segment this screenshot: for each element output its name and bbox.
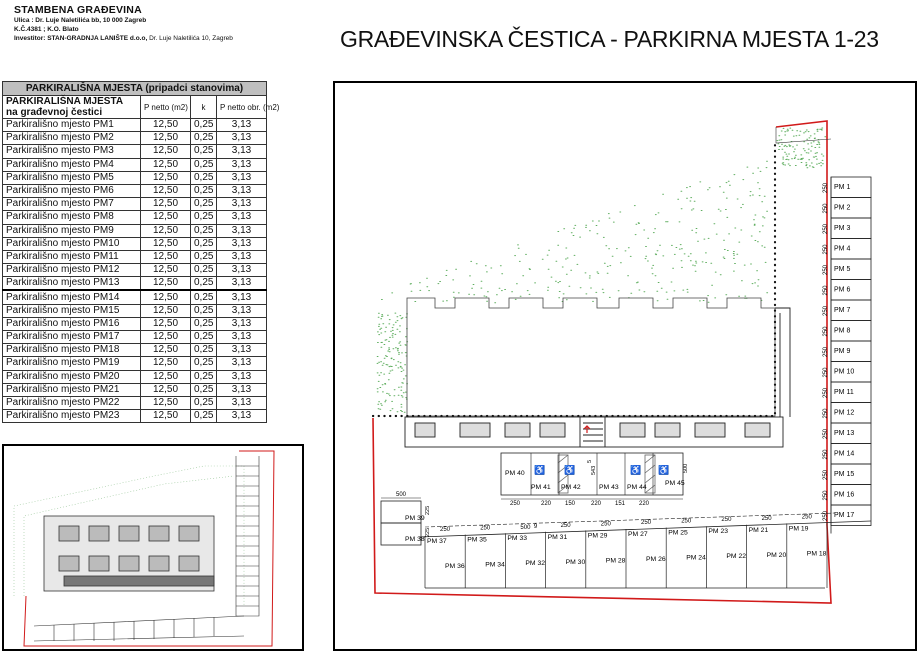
parking-spot-label-lower: PM 36 (445, 563, 465, 570)
cell-p: 12,50 (141, 331, 191, 344)
table-row (3, 145, 267, 158)
col-header-p: P netto (m2) (141, 96, 191, 119)
cell-k: 0,25 (191, 357, 217, 370)
wheelchair-icon: ♿ (630, 465, 642, 475)
vegetation-area (377, 128, 826, 412)
cell-pobr: 3,13 (217, 211, 267, 224)
dimension-label: 250 (823, 408, 829, 419)
dimension-label: 250 (823, 305, 829, 316)
cell-k: 0,25 (191, 171, 217, 184)
overview-drawing (4, 446, 302, 649)
cell-k: 0,25 (191, 264, 217, 277)
table-row (3, 198, 267, 211)
cell-name: Parkirališno mjesto PM15 (3, 304, 141, 317)
table-row (3, 277, 267, 291)
dimension-label-225: 225 (425, 505, 431, 515)
table-row (3, 410, 267, 423)
dimension-label-5: 5 (587, 459, 593, 463)
parking-spot-label-lower: PM 26 (646, 556, 666, 563)
parking-spot-label-upper: PM 25 (668, 529, 688, 537)
parking-spot-label: PM 39 (405, 515, 425, 522)
parking-spot-label: PM 4 (834, 245, 851, 253)
address-line: Ulica : Dr. Luje Naletilića bb, 10 000 Zagreb (14, 17, 147, 24)
parking-spot-label-upper: PM 27 (628, 531, 648, 538)
cell-name: Parkirališno mjesto PM1 (3, 119, 141, 132)
dimension-label-9: 9 (533, 523, 538, 530)
cell-pobr: 3,13 (217, 171, 267, 184)
cell-pobr: 3,13 (217, 132, 267, 145)
dimension-label-500: 500 (395, 492, 407, 498)
cell-k: 0,25 (191, 158, 217, 171)
cell-name: Parkirališno mjesto PM11 (3, 250, 141, 263)
cell-pobr: 3,13 (217, 198, 267, 211)
dimension-label: 250 (801, 514, 812, 521)
cell-k: 0,25 (191, 344, 217, 357)
table-row (3, 158, 267, 171)
dimension-label: 250 (823, 346, 829, 357)
col-header-name (3, 96, 141, 119)
cell-pobr: 3,13 (217, 250, 267, 263)
table-row (3, 119, 267, 132)
parking-spot-label-upper: PM 23 (708, 528, 729, 536)
parking-spot-label: PM 8 (834, 327, 851, 335)
parking-spot-label: PM 17 (834, 512, 855, 519)
cell-k: 0,25 (191, 290, 217, 304)
parking-spot-label: PM 14 (834, 450, 855, 458)
cell-k: 0,25 (191, 184, 217, 197)
cell-pobr: 3,13 (217, 410, 267, 423)
dimension-label: 151 (615, 501, 626, 507)
cell-p: 12,50 (141, 224, 191, 237)
parking-spot-label: PM 45 (665, 480, 685, 487)
cell-p: 12,50 (141, 237, 191, 250)
parking-spot-label-lower: PM 22 (726, 553, 747, 561)
col-header-name-line1: PARKIRALIŠNA MJESTA (6, 96, 124, 107)
dimension-label: 250 (823, 244, 829, 255)
table-row (3, 396, 267, 409)
parking-spot-label-lower: PM 20 (766, 551, 787, 559)
cell-p: 12,50 (141, 370, 191, 383)
cell-p: 12,50 (141, 290, 191, 304)
cell-pobr: 3,13 (217, 370, 267, 383)
table-row (3, 344, 267, 357)
dimension-label: 250 (560, 522, 571, 529)
dimension-label: 250 (823, 490, 829, 501)
cell-p: 12,50 (141, 158, 191, 171)
parking-spot-label: PM 1 (834, 184, 851, 191)
cell-name: Parkirališno mjesto PM18 (3, 344, 141, 357)
parking-spot-label-upper: PM 33 (507, 535, 528, 543)
dimension-label: 250 (823, 326, 829, 337)
cell-pobr: 3,13 (217, 277, 267, 291)
cell-p: 12,50 (141, 184, 191, 197)
parking-spot-label-lower: PM 18 (806, 550, 827, 558)
cell-p: 12,50 (141, 396, 191, 409)
parking-spot-label-lower: PM 30 (565, 558, 586, 566)
cell-name: Parkirališno mjesto PM19 (3, 357, 141, 370)
table-row (3, 317, 267, 330)
cell-pobr: 3,13 (217, 383, 267, 396)
table-body (3, 119, 267, 423)
col-header-name-line2: na građevnoj čestici (6, 107, 103, 118)
cell-p: 12,50 (141, 145, 191, 158)
parking-spot-label-upper: PM 35 (467, 536, 487, 544)
cell-k: 0,25 (191, 304, 217, 317)
cell-pobr: 3,13 (217, 290, 267, 304)
cell-pobr: 3,13 (217, 224, 267, 237)
cell-name: Parkirališno mjesto PM6 (3, 184, 141, 197)
table-row (3, 224, 267, 237)
parking-spot-label: PM 42 (561, 484, 581, 491)
parcel-line: K.Č.4381 ; K.O. Blato (14, 26, 79, 33)
parking-spot-label-lower: PM 24 (686, 554, 706, 562)
parking-spot-label-upper: PM 19 (788, 525, 809, 533)
cell-p: 12,50 (141, 171, 191, 184)
cell-p: 12,50 (141, 357, 191, 370)
cell-name: Parkirališno mjesto PM4 (3, 158, 141, 171)
cell-name: Parkirališno mjesto PM10 (3, 237, 141, 250)
cell-k: 0,25 (191, 224, 217, 237)
table-row (3, 304, 267, 317)
cell-k: 0,25 (191, 132, 217, 145)
parking-spot-label: PM 7 (834, 307, 851, 314)
col-header-k: k (191, 96, 217, 119)
dimension-label: 250 (823, 428, 829, 439)
cell-p: 12,50 (141, 277, 191, 291)
dimension-label: 250 (823, 469, 829, 480)
building-outline (407, 298, 775, 416)
parking-spot-label-upper: PM 37 (427, 538, 447, 545)
dimension-label: 250 (600, 521, 611, 528)
dimension-label: 150 (565, 501, 576, 507)
parking-spot-label: PM 41 (531, 484, 551, 491)
parking-spot-label-lower: PM 28 (605, 557, 626, 565)
right-parking-row (823, 177, 871, 534)
dimension-label: 250 (823, 203, 829, 214)
parking-spot-label: PM 44 (627, 484, 647, 491)
cell-name: Parkirališno mjesto PM9 (3, 224, 141, 237)
cell-p: 12,50 (141, 344, 191, 357)
investor-line (14, 34, 314, 43)
cell-pobr: 3,13 (217, 264, 267, 277)
cell-k: 0,25 (191, 145, 217, 158)
parking-spot-label: PM 15 (834, 471, 855, 478)
bottom-dimension-line (425, 513, 835, 527)
cell-p: 12,50 (141, 198, 191, 211)
parking-spot-label: PM 13 (834, 430, 855, 437)
dimension-label-500: 500 (683, 463, 689, 473)
wheelchair-icon: ♿ (564, 465, 576, 475)
parking-spot-label: PM 3 (834, 225, 851, 232)
cell-pobr: 3,13 (217, 304, 267, 317)
building-ground-units (405, 308, 790, 447)
investor-label: Investitor: STAN-GRADNJA LANIŠTE d.o.o, (14, 35, 148, 42)
parking-site-plan (333, 81, 917, 651)
table-row (3, 184, 267, 197)
investor-address: Dr. Luje Naletilića 10, Zagreb (149, 35, 233, 42)
parking-spot-label-upper: PM 29 (587, 532, 608, 540)
cell-p: 12,50 (141, 410, 191, 423)
cell-p: 12,50 (141, 211, 191, 224)
cell-name: Parkirališno mjesto PM17 (3, 331, 141, 344)
cell-name: Parkirališno mjesto PM16 (3, 317, 141, 330)
company-title: STAMBENA GRAĐEVINA (14, 4, 142, 16)
parking-spot-label-lower: PM 34 (485, 561, 505, 569)
table-row (3, 132, 267, 145)
parking-spot-label: PM 16 (834, 491, 855, 499)
header (14, 4, 314, 43)
cell-pobr: 3,13 (217, 119, 267, 132)
cell-pobr: 3,13 (217, 145, 267, 158)
cell-k: 0,25 (191, 331, 217, 344)
parking-spot-label: PM 6 (834, 286, 851, 294)
cell-p: 12,50 (141, 317, 191, 330)
entrance-arrow (584, 426, 590, 433)
dimension-label: 250 (823, 367, 829, 378)
cell-name: Parkirališno mjesto PM12 (3, 264, 141, 277)
dimension-label: 250 (823, 510, 829, 521)
cell-k: 0,25 (191, 119, 217, 132)
parking-spot-label: PM 2 (834, 204, 851, 212)
cell-name: Parkirališno mjesto PM20 (3, 370, 141, 383)
cell-name: Parkirališno mjesto PM14 (3, 290, 141, 304)
cell-pobr: 3,13 (217, 396, 267, 409)
cell-pobr: 3,13 (217, 331, 267, 344)
cell-p: 12,50 (141, 383, 191, 396)
table-row (3, 171, 267, 184)
cell-pobr: 3,13 (217, 317, 267, 330)
table-row (3, 370, 267, 383)
vegetation-dots (377, 128, 826, 412)
dimension-label: 250 (761, 515, 772, 522)
dimension-label: 250 (823, 449, 829, 460)
cell-k: 0,25 (191, 317, 217, 330)
parking-spot-label: PM 38 (405, 536, 425, 543)
cell-k: 0,25 (191, 410, 217, 423)
cell-p: 12,50 (141, 264, 191, 277)
dimension-label-500: 500 (520, 525, 531, 532)
dimension-label: 250 (510, 501, 521, 507)
table-row (3, 211, 267, 224)
left-parking-row (381, 492, 431, 545)
parking-spot-label-lower: PM 32 (525, 560, 546, 568)
middle-parking-row (501, 453, 689, 507)
page-title: GRAĐEVINSKA ČESTICA - PARKIRNA MJESTA 1-23 (340, 26, 879, 52)
cell-name: Parkirališno mjesto PM7 (3, 198, 141, 211)
overview-building (44, 516, 214, 591)
building-dotted-line (373, 143, 775, 416)
table-row (3, 331, 267, 344)
dimension-label: 250 (823, 182, 829, 193)
dimension-label: 250 (721, 517, 732, 524)
cell-k: 0,25 (191, 198, 217, 211)
bottom-parking-row (419, 513, 871, 588)
cell-p: 12,50 (141, 132, 191, 145)
dimension-label: 220 (591, 501, 602, 507)
cell-pobr: 3,13 (217, 344, 267, 357)
dimension-label: 250 (640, 520, 652, 526)
wheelchair-icon: ♿ (658, 465, 670, 475)
cell-name: Parkirališno mjesto PM2 (3, 132, 141, 145)
dimension-label: 250 (823, 285, 829, 296)
parking-spot-label-upper: PM 31 (547, 533, 568, 541)
cell-pobr: 3,13 (217, 158, 267, 171)
table-row (3, 250, 267, 263)
cell-k: 0,25 (191, 396, 217, 409)
table-row (3, 357, 267, 370)
table-row (3, 237, 267, 250)
cell-pobr: 3,13 (217, 237, 267, 250)
dimension-label: 220 (639, 501, 650, 507)
cell-k: 0,25 (191, 370, 217, 383)
parking-spot-label: PM 40 (505, 470, 525, 477)
cell-k: 0,25 (191, 383, 217, 396)
parking-spot-label: PM 12 (834, 409, 855, 417)
dimension-label: 250 (823, 223, 829, 234)
cell-name: Parkirališno mjesto PM23 (3, 410, 141, 423)
cell-k: 0,25 (191, 277, 217, 291)
parking-spot-label: PM 11 (834, 389, 854, 396)
dimension-label-225: 225 (425, 527, 431, 537)
cell-k: 0,25 (191, 250, 217, 263)
cell-pobr: 3,13 (217, 357, 267, 370)
parking-spot-label: PM 43 (599, 484, 619, 491)
cell-k: 0,25 (191, 237, 217, 250)
table-row (3, 264, 267, 277)
parking-spot-label-upper: PM 21 (748, 526, 769, 534)
dimension-label: 250 (681, 518, 692, 525)
dimension-label: 250 (480, 525, 491, 532)
table-row (3, 383, 267, 396)
dimension-label-543: 543 (591, 465, 597, 475)
cell-name: Parkirališno mjesto PM5 (3, 171, 141, 184)
cell-name: Parkirališno mjesto PM21 (3, 383, 141, 396)
cell-p: 12,50 (141, 250, 191, 263)
cell-p: 12,50 (141, 304, 191, 317)
dimension-label: 250 (439, 527, 451, 533)
dimension-label: 220 (541, 501, 552, 507)
dimension-label: 250 (823, 264, 829, 275)
cell-name: Parkirališno mjesto PM3 (3, 145, 141, 158)
cell-name: Parkirališno mjesto PM13 (3, 277, 141, 291)
table-caption: PARKIRALIŠNA MJESTA (pripadci stanovima) (3, 82, 267, 96)
dimension-label: 250 (823, 387, 829, 398)
site-plan-drawing (335, 83, 915, 649)
plot-boundary-north (776, 127, 831, 143)
col-header-pobr: P netto obr. (m2) (217, 96, 267, 119)
wheelchair-icon: ♿ (534, 465, 546, 475)
site-overview-map (2, 444, 304, 651)
parking-spot-label: PM 9 (834, 348, 851, 355)
table-row (3, 290, 267, 304)
cell-name: Parkirališno mjesto PM8 (3, 211, 141, 224)
parking-table (2, 81, 280, 423)
cell-pobr: 3,13 (217, 184, 267, 197)
cell-k: 0,25 (191, 211, 217, 224)
parking-spot-label: PM 5 (834, 266, 851, 273)
parking-spot-label: PM 10 (834, 368, 855, 376)
cell-name: Parkirališno mjesto PM22 (3, 396, 141, 409)
cell-p: 12,50 (141, 119, 191, 132)
